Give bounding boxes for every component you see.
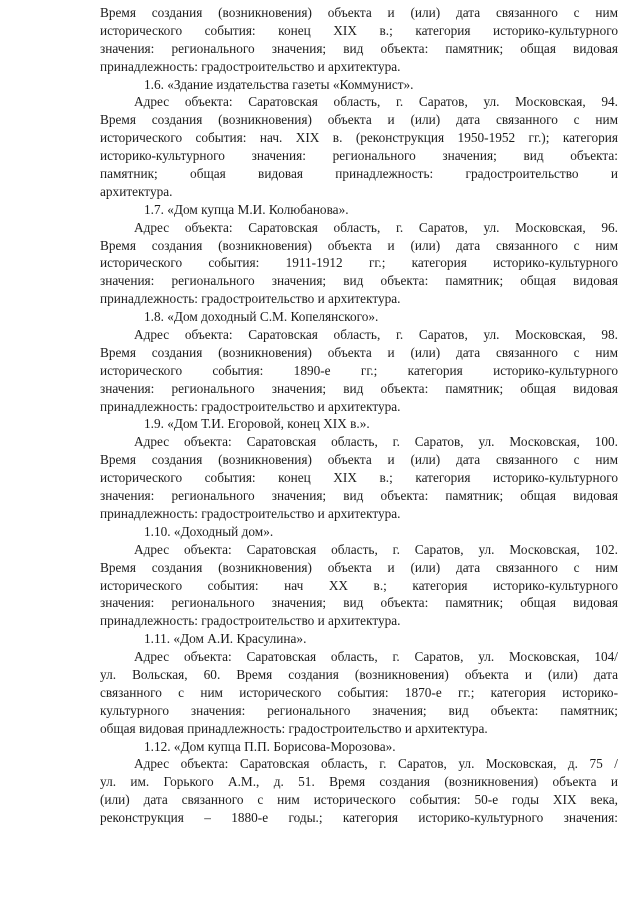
text-line: Адрес объекта: Саратовская область, г. Саратов, ул. Московская, 104/ — [134, 649, 618, 665]
text-line: значения: регионального значения; вид объекта: памятник; общая видовая — [100, 380, 618, 396]
text-line: (или) дата связанного с ним исторического события: 50-е годы XIX века, — [100, 792, 618, 808]
text-line: 1.7. «Дом купца М.И. Колюбанова». — [144, 201, 349, 217]
text-line: Время создания (возникновения) объекта и (или) дата связанного с ним — [100, 344, 618, 360]
text-line: 1.8. «Дом доходный С.М. Копелянского». — [144, 309, 379, 325]
text-line: исторического события: 1890-е гг.; категория историко-культурного — [100, 362, 618, 378]
text-line: связанного с ним исторического события: 1870-е гг.; категория историко- — [100, 684, 618, 700]
text-line: Время создания (возникновения) объекта и (или) дата связанного с ним — [100, 112, 618, 128]
text-line: 1.11. «Дом А.И. Красулина». — [144, 631, 307, 647]
text-line: Адрес объекта: Саратовская область, г. Саратов, ул. Московская, 98. — [134, 327, 618, 343]
text-line: Время создания (возникновения) объекта и (или) дата связанного с ним — [100, 5, 618, 20]
text-line: принадлежность: градостроительство и архитектура. — [100, 613, 401, 629]
text-line: исторического события: нач XX в.; категория историко-культурного — [100, 577, 618, 593]
text-line: принадлежность: градостроительство и архитектура. — [100, 505, 401, 521]
text-line: Адрес объекта: Саратовская область, г. Саратов, ул. Московская, 102. — [134, 541, 618, 557]
text-line: культурного значения: регионального значения; вид объекта: памятник; — [100, 702, 618, 718]
text-line: принадлежность: градостроительство и архитектура. — [100, 58, 401, 74]
text-line: 1.6. «Здание издательства газеты «Коммунист». — [144, 76, 414, 92]
text-line: 1.9. «Дом Т.И. Егоровой, конец XIX в.». — [144, 416, 370, 432]
text-line: принадлежность: градостроительство и архитектура. — [100, 398, 401, 414]
text-line: Время создания (возникновения) объекта и (или) дата связанного с ним — [100, 452, 618, 468]
text-line: исторического события: 1911-1912 гг.; категория историко-культурного — [100, 255, 618, 271]
text-line: 1.10. «Доходный дом». — [144, 523, 274, 539]
text-line: значения: регионального значения; вид объекта: памятник; общая видовая — [100, 40, 618, 56]
text-line: ул. им. Горького А.М., д. 51. Время создания (возникновения) объекта и — [100, 774, 618, 790]
text-line: значения: регионального значения; вид объекта: памятник; общая видовая — [100, 273, 618, 289]
text-line: Адрес объекта: Саратовская область, г. Саратов, ул. Московская, 100. — [134, 434, 618, 450]
text-line: архитектура. — [100, 183, 173, 199]
text-line: Адрес объекта: Саратовская область, г. Саратов, ул. Московская, д. 75 / — [134, 756, 618, 772]
document-text — [100, 4, 618, 827]
text-line: Адрес объекта: Саратовская область, г. Саратов, ул. Московская, 96. — [134, 219, 618, 235]
text-line: общая видовая принадлежность: градостроительство и архитектура. — [100, 720, 488, 736]
text-line: ул. Вольская, 60. Время создания (возникновения) объекта и (или) дата — [100, 666, 618, 682]
text-line: памятник; общая видовая принадлежность: градостроительство и — [100, 166, 618, 182]
text-line: Адрес объекта: Саратовская область, г. Саратов, ул. Московская, 94. — [134, 94, 618, 110]
text-line: исторического события: конец XIX в.; категория историко-культурного — [100, 470, 618, 486]
text-line: исторического события: конец XIX в.; категория историко-культурного — [100, 22, 618, 38]
text-line: историко-культурного значения: регионального значения; вид объекта: — [100, 148, 618, 164]
text-line: Время создания (возникновения) объекта и (или) дата связанного с ним — [100, 559, 618, 575]
text-line: значения: регионального значения; вид объекта: памятник; общая видовая — [100, 488, 618, 504]
text-line: исторического события: нач. XIX в. (реконструкция 1950-1952 гг.); категория — [100, 130, 618, 146]
text-line: реконструкция – 1880-е годы.; категория историко-культурного значения: — [100, 810, 618, 826]
text-line: принадлежность: градостроительство и архитектура. — [100, 291, 401, 307]
text-line: 1.12. «Дом купца П.П. Борисова-Морозова». — [144, 738, 396, 754]
text-line: Время создания (возникновения) объекта и (или) дата связанного с ним — [100, 237, 618, 253]
text-line: значения: регионального значения; вид объекта: памятник; общая видовая — [100, 595, 618, 611]
